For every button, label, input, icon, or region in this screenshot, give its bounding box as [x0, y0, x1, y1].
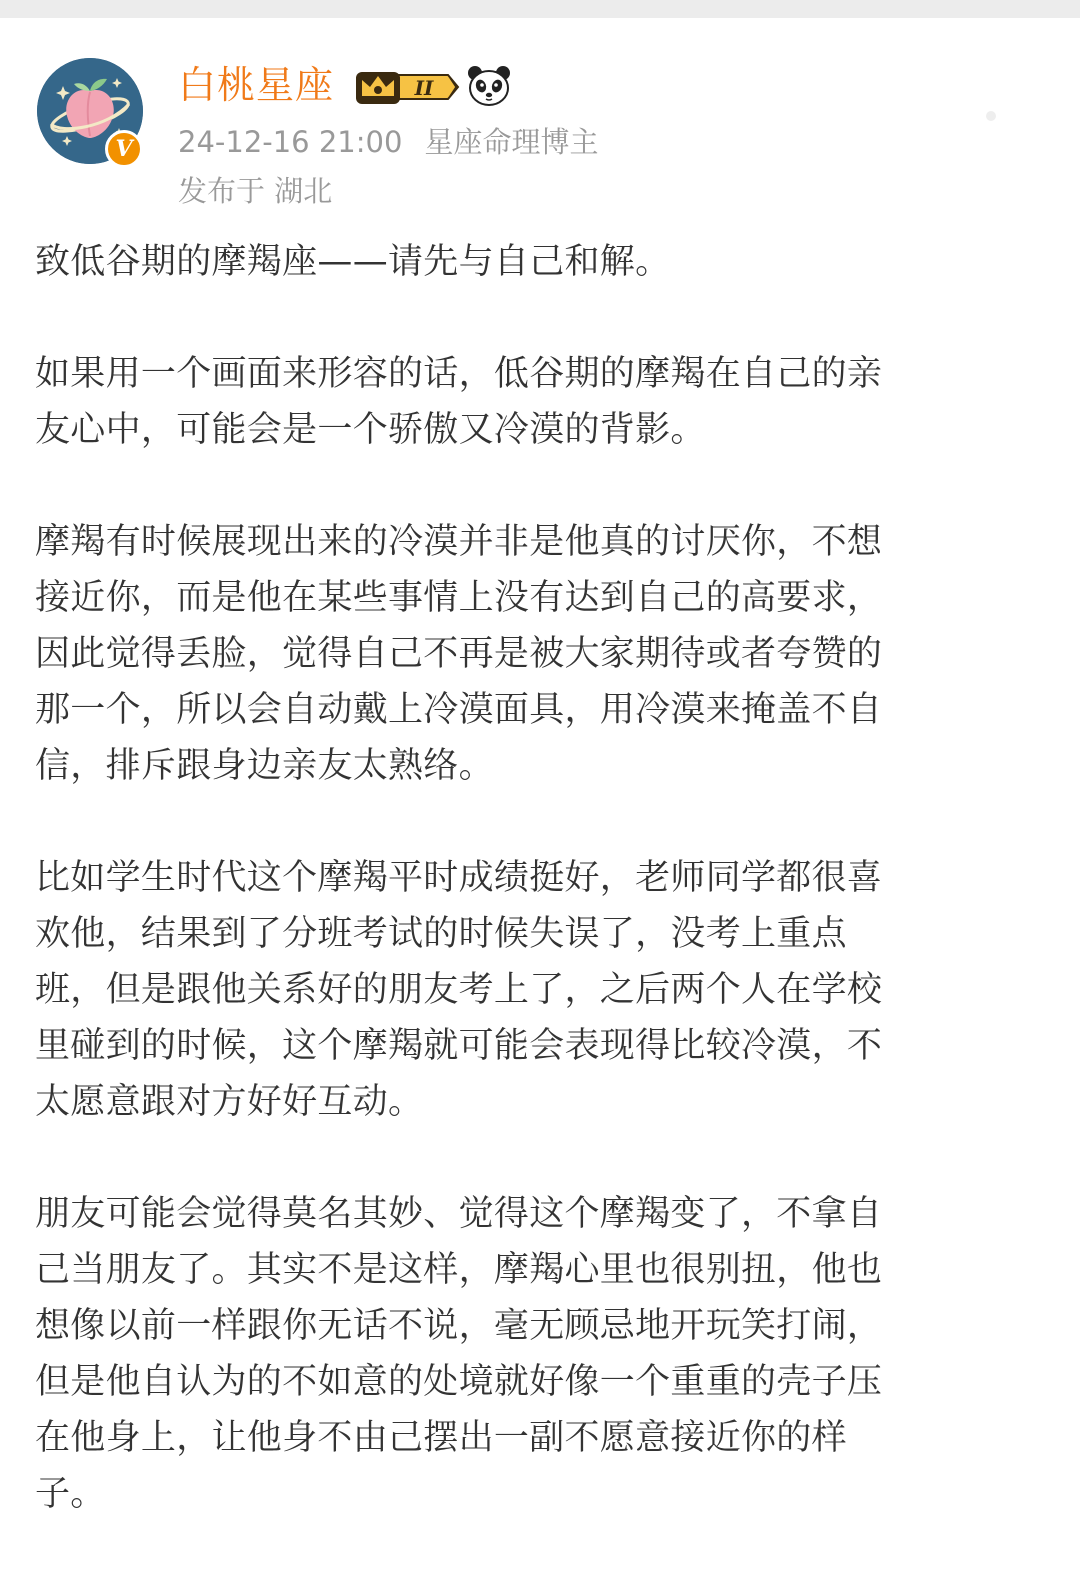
post-paragraph [35, 514, 1035, 794]
more-options-icon[interactable] [984, 108, 998, 122]
post-text-line: 但是他自认为的不如意的处境就好像一个重重的壳子压 [35, 1362, 883, 1402]
username[interactable]: 白桃星座 [178, 63, 335, 107]
post-paragraph [35, 1186, 1035, 1522]
post-text-line: 致低谷期的摩羯座——请先与自己和解。 [35, 242, 671, 282]
post-text-line: 想像以前一样跟你无话不说，毫无顾忌地开玩笑打闹， [35, 1306, 883, 1346]
vip-level-text: II [414, 76, 434, 100]
post-text-line: 己当朋友了。其实不是这样，摩羯心里也很别扭，他也 [35, 1250, 883, 1290]
post-text-line: 比如学生时代这个摩羯平时成绩挺好，老师同学都很喜 [35, 858, 883, 898]
post-meta [178, 124, 598, 160]
post-text-line: 信，排斥跟身边亲友太熟络。 [35, 746, 494, 786]
post-paragraph [35, 234, 1035, 290]
vip-badge[interactable] [352, 66, 460, 108]
post-paragraph [35, 346, 1035, 458]
author-description: 星座命理博主 [424, 125, 599, 159]
top-strip [0, 0, 1080, 18]
post-text-line: 那一个，所以会自动戴上冷漠面具，用冷漠来掩盖不自 [35, 690, 883, 730]
post-header [0, 18, 1080, 218]
post-body [35, 234, 1035, 1578]
post-text-line: 因此觉得丢脸，觉得自己不再是被大家期待或者夸赞的 [35, 634, 883, 674]
post-text-line: 太愿意跟对方好好互动。 [35, 1082, 424, 1122]
post-text-line: 摩羯有时候展现出来的冷漠并非是他真的讨厌你，不想 [35, 522, 883, 562]
post-text-line: 欢他，结果到了分班考试的时候失误了，没考上重点 [35, 914, 847, 954]
panda-icon [466, 63, 512, 109]
post-text-line: 接近你，而是他在某些事情上没有达到自己的高要求， [35, 578, 883, 618]
post-text-line: 在他身上，让他身不由己摆出一副不愿意接近你的样 [35, 1418, 847, 1458]
post-text-line: 朋友可能会觉得莫名其妙、觉得这个摩羯变了，不拿自 [35, 1194, 883, 1234]
verified-badge: V [105, 130, 143, 168]
post-text-line: 如果用一个画面来形容的话，低谷期的摩羯在自己的亲 [35, 354, 883, 394]
post-text-line: 班，但是跟他关系好的朋友考上了，之后两个人在学校 [35, 970, 883, 1010]
post-location: 发布于 湖北 [178, 174, 333, 208]
post-text-line: 里碰到的时候，这个摩羯就可能会表现得比较冷漠，不 [35, 1026, 883, 1066]
post-text-line: 子。 [35, 1474, 106, 1514]
post-timestamp: 24-12-16 21:00 [178, 125, 403, 159]
post-paragraph [35, 850, 1035, 1130]
post-text-line: 友心中，可能会是一个骄傲又冷漠的背影。 [35, 410, 706, 450]
